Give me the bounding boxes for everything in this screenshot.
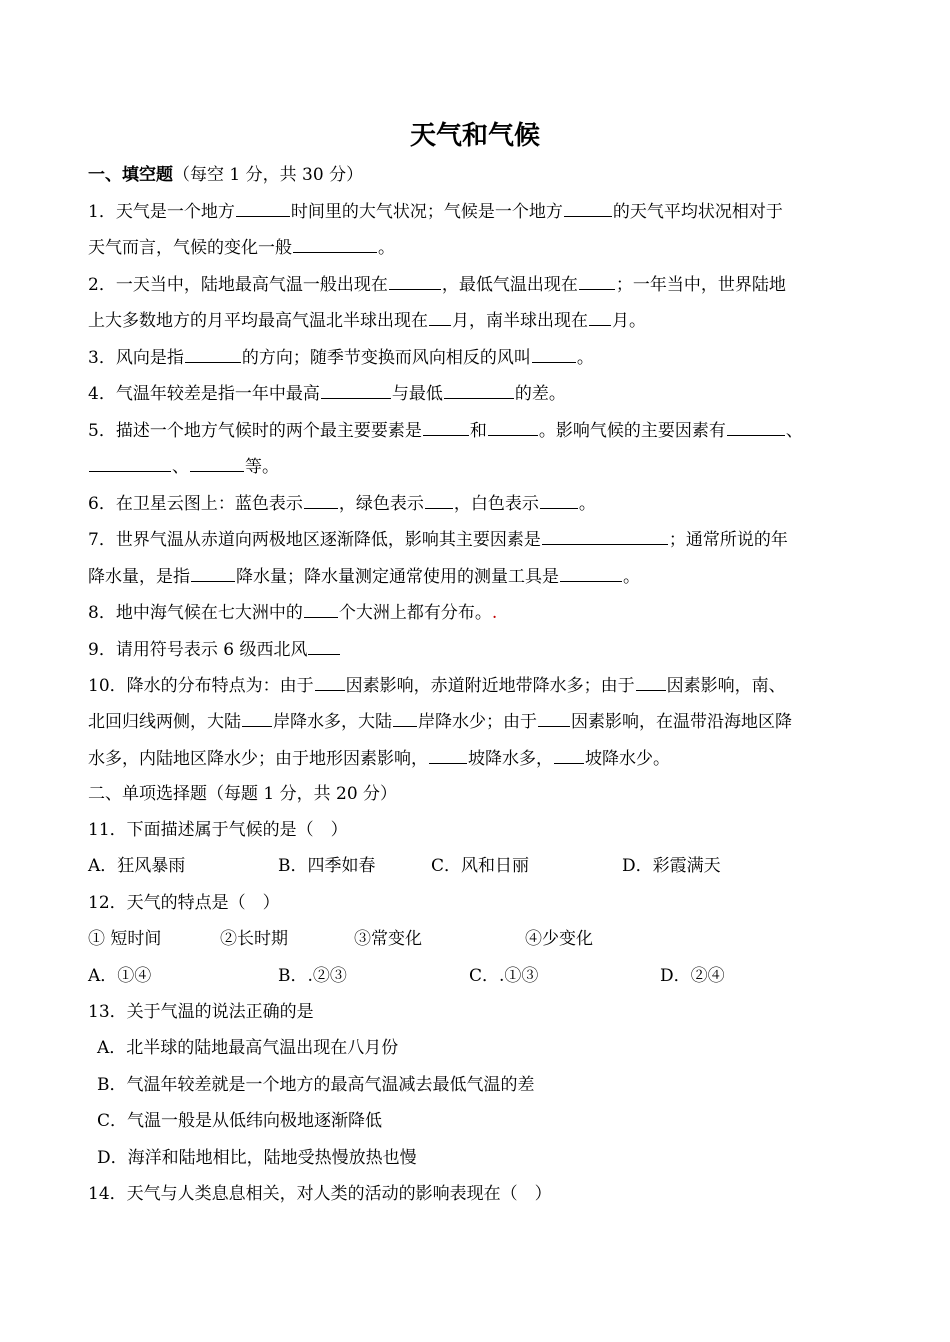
blank[interactable] [579, 271, 615, 290]
blank[interactable] [315, 672, 345, 691]
option-b[interactable]: B．.②③ [278, 966, 347, 986]
blank[interactable] [532, 344, 576, 363]
question-5-line-1: 5．描述一个地方气候时的两个最主要要素是 和 。影响气候的主要因素有 、 [88, 417, 803, 444]
question-14-stem: 14．天气与人类息息相关，对人类的活动的影响表现在（ ） [88, 1184, 552, 1204]
statement-3: ③常变化 [354, 929, 422, 949]
blank[interactable] [636, 672, 666, 691]
statement-1: ① 短时间 [88, 929, 162, 949]
blank[interactable] [308, 636, 340, 655]
option-a[interactable]: A．狂风暴雨 [88, 856, 186, 876]
blank[interactable] [554, 745, 584, 764]
blank[interactable] [304, 490, 338, 509]
option-d[interactable]: D．②④ [660, 966, 725, 986]
blank[interactable] [560, 563, 622, 582]
option-b[interactable]: B．四季如春 [278, 856, 376, 876]
question-6: 6．在卫星云图上：蓝色表示 ，绿色表示 ，白色表示 。 [88, 490, 596, 517]
question-12-stem: 12．天气的特点是（ ） [88, 893, 280, 913]
blank[interactable] [488, 417, 538, 436]
blank[interactable] [425, 490, 453, 509]
blank[interactable] [304, 599, 338, 618]
blank[interactable] [423, 417, 469, 436]
blank[interactable] [191, 563, 235, 582]
question-10-line-2: 北回归线两侧，大陆 岸降水多，大陆 岸降水少；由于 因素影响，在温带沿海地区降 [88, 708, 792, 735]
statement-2: ②长时期 [220, 929, 288, 949]
option-d[interactable]: D．海洋和陆地相比，陆地受热慢放热也慢 [97, 1148, 417, 1168]
question-3: 3．风向是指 的方向；随季节变换而风向相反的风叫 。 [88, 344, 594, 371]
blank[interactable] [321, 380, 391, 399]
question-10-line-3: 水多，内陆地区降水少；由于地形因素影响， 坡降水多， 坡降水少。 [88, 745, 670, 772]
statement-4: ④少变化 [525, 929, 593, 949]
question-10-line-1: 10．降水的分布特点为：由于 因素影响，赤道附近地带降水多；由于 因素影响，南、 [88, 672, 786, 699]
option-a[interactable]: A．①④ [88, 966, 152, 986]
section2-heading: 二、单项选择题（每题 1 分，共 20 分） [88, 784, 398, 804]
blank[interactable] [389, 271, 441, 290]
question-8: 8．地中海气候在七大洲中的 个大洲上都有分布。. [88, 599, 497, 626]
blank[interactable] [185, 344, 241, 363]
option-c[interactable]: C．.①③ [469, 966, 539, 986]
blank[interactable] [540, 490, 578, 509]
question-2-line-1: 2．一天当中，陆地最高气温一般出现在 ，最低气温出现在 ；一年当中，世界陆地 [88, 271, 786, 298]
blank[interactable] [293, 234, 377, 253]
question-13-stem: 13．关于气温的说法正确的是 [88, 1002, 314, 1022]
blank[interactable] [444, 380, 514, 399]
question-4: 4．气温年较差是指一年中最高 与最低 的差。 [88, 380, 566, 407]
blank[interactable] [190, 453, 244, 472]
blank[interactable] [727, 417, 785, 436]
option-c[interactable]: C．风和日丽 [431, 856, 530, 876]
option-c[interactable]: C．气温一般是从低纬向极地逐渐降低 [97, 1111, 383, 1131]
blank[interactable] [236, 198, 290, 217]
question-1-line-2: 天气而言，气候的变化一般 。 [88, 234, 395, 261]
option-d[interactable]: D．彩霞满天 [622, 856, 721, 876]
blank[interactable] [429, 307, 451, 326]
blank[interactable] [242, 708, 272, 727]
page-title: 天气和气候 [409, 121, 540, 151]
question-11-stem: 11．下面描述属于气候的是（ ） [88, 820, 348, 840]
question-9: 9．请用符号表示 6 级西北风 [88, 636, 341, 663]
blank[interactable] [542, 526, 668, 545]
section1-heading: 一、填空题（每空 1 分，共 30 分） [88, 165, 364, 185]
blank[interactable] [538, 708, 570, 727]
blank[interactable] [393, 708, 417, 727]
question-7-line-2: 降水量，是指 降水量；降水量测定通常使用的测量工具是 。 [88, 563, 640, 590]
blank[interactable] [429, 745, 467, 764]
blank[interactable] [589, 307, 611, 326]
question-7-line-1: 7．世界气温从赤道向两极地区逐渐降低，影响其主要因素是 ；通常所说的年 [88, 526, 788, 553]
blank[interactable] [89, 453, 171, 472]
question-5-line-2: 、 等。 [88, 453, 279, 480]
option-b[interactable]: B．气温年较差就是一个地方的最高气温减去最低气温的差 [97, 1075, 535, 1095]
blank[interactable] [564, 198, 612, 217]
option-a[interactable]: A．北半球的陆地最高气温出现在八月份 [97, 1038, 399, 1058]
question-2-line-2: 上大多数地方的月平均最高气温北半球出现在 月，南半球出现在 月。 [88, 307, 646, 334]
question-1-line-1: 1．天气是一个地方 时间里的大气状况；气候是一个地方 的天气平均状况相对于 [88, 198, 783, 225]
